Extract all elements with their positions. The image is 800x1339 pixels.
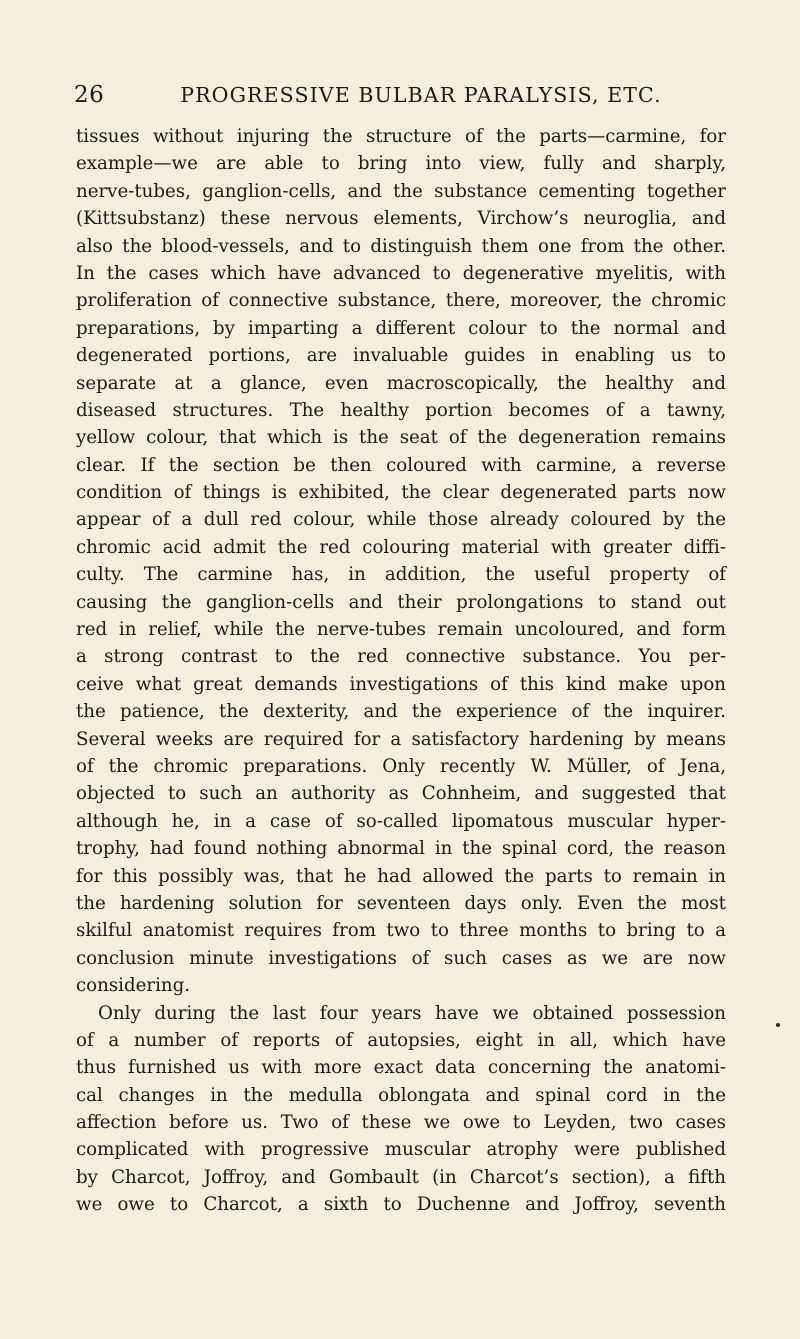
running-head: PROGRESSIVE BULBAR PARALYSIS, ETC. [180,83,662,107]
text-line: proliferation of connective substance, there, moreover, the chromic [76,290,726,312]
text-line: red in relief, while the nerve-tubes remain uncoloured, and form [76,619,726,641]
text-line: skilful anatomist requires from two to three months to bring to a [76,920,726,942]
page-number: 26 [74,82,105,108]
page-header [74,80,724,110]
text-line: the patience, the dexterity, and the experience of the inquirer. [76,701,726,723]
body-text [76,123,726,1219]
text-line: nerve-tubes, ganglion-cells, and the substance cementing together [76,180,726,202]
text-line: the hardening solution for seventeen days only. Even the most [76,892,726,914]
text-line: affection before us. Two of these we owe to Leyden, two cases [76,1112,726,1134]
margin-mark [776,1023,780,1027]
text-line: yellow colour, that which is the seat of the degeneration remains [76,427,726,449]
text-line: condition of things is exhibited, the clear degenerated parts now [76,482,726,504]
text-line: conclusion minute investigations of such cases as we are now [76,947,726,969]
text-line: thus furnished us with more exact data concerning the anatomi- [76,1057,726,1079]
text-line: culty. The carmine has, in addition, the useful property of [76,564,726,586]
text-line: example—we are able to bring into view, fully and sharply, [76,153,726,175]
text-line: a strong contrast to the red connective substance. You per- [76,646,726,668]
text-line: ceive what great demands investigations of this kind make upon [76,673,726,695]
text-line: preparations, by imparting a different colour to the normal and [76,317,726,339]
text-line: trophy, had found nothing abnormal in the spinal cord, the reason [76,838,726,860]
text-line: causing the ganglion-cells and their prolongations to stand out [76,591,726,613]
text-line: for this possibly was, that he had allowed the parts to remain in [76,865,726,887]
text-line: objected to such an authority as Cohnheim, and suggested that [76,783,726,805]
text-line: cal changes in the medulla oblongata and spinal cord in the [76,1084,726,1106]
text-line: of the chromic preparations. Only recently W. Müller, of Jena, [76,755,726,777]
text-line: diseased structures. The healthy portion becomes of a tawny, [76,399,726,421]
text-line: complicated with progressive muscular atrophy were published [76,1139,726,1161]
text-line: In the cases which have advanced to degenerative myelitis, with [76,262,726,284]
text-line: we owe to Charcot, a sixth to Duchenne and Joffroy, seventh [76,1194,726,1216]
text-line: Several weeks are required for a satisfactory hardening by means [76,728,726,750]
text-line: Only during the last four years have we obtained possession [98,1002,726,1024]
text-line: also the blood-vessels, and to distinguish them one from the other. [76,235,726,257]
text-line: chromic acid admit the red colouring material with greater diffi- [76,536,726,558]
text-line: considering. [76,975,191,997]
text-line: although he, in a case of so-called lipomatous muscular hyper- [76,810,726,832]
text-line: (Kittsubstanz) these nervous elements, Virchow’s neuroglia, and [76,208,726,230]
text-line: tissues without injuring the structure of the parts—carmine, for [76,126,726,147]
text-line: by Charcot, Joffroy, and Gombault (in Charcot’s section), a fifth [76,1166,726,1188]
text-line: clear. If the section be then coloured with carmine, a reverse [76,454,726,476]
text-line: appear of a dull red colour, while those already coloured by the [76,509,726,531]
text-line: separate at a glance, even macroscopically, the healthy and [76,372,726,394]
text-line: of a number of reports of autopsies, eight in all, which have [76,1029,726,1051]
text-line: degenerated portions, are invaluable guides in enabling us to [76,345,726,367]
